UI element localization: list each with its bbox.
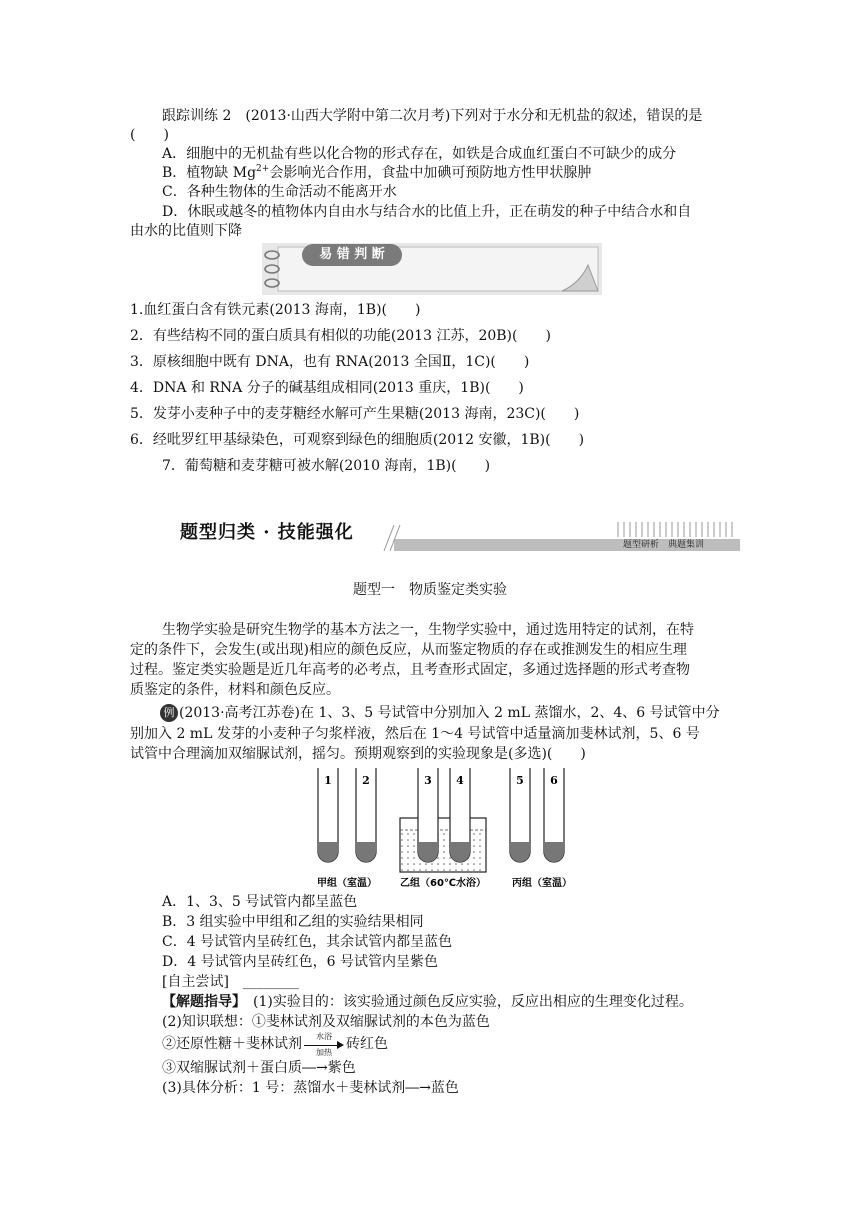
exercise-heading <box>162 106 702 126</box>
exercise-option-a: A．细胞中的无机盐有些以化合物的形式存在，如铁是合成血红蛋白不可缺少的成分 <box>162 146 677 162</box>
exercise-option-d: D．休眠或越冬的植物体内自由水与结合水的比值上升，正在萌发的种子中结合水和自 <box>162 204 692 220</box>
guide-line-5: (3)具体分析：1 号：蒸馏水＋斐林试剂―→蓝色 <box>162 1080 459 1096</box>
judgment-5: 5．发芽小麦种子中的麦芽糖经水解可产生果糖(2013 海南，23C)( ) <box>130 406 580 422</box>
answer-option-b: B．3 组实验中甲组和乙组的实验结果相同 <box>162 914 424 930</box>
tube-number-3: 3 <box>424 774 432 787</box>
group-label-b: 乙组（60℃水浴） <box>399 878 487 889</box>
judgment-4: 4．DNA 和 RNA 分子的碱基组成相同(2013 重庆，1B)( ) <box>130 380 524 396</box>
answer-option-d: D．4 号试管内呈砖红色，6 号试管内呈紫色 <box>162 954 438 970</box>
exercise-option-d-cont: 由水的比值则下降 <box>130 223 242 239</box>
intro-line-2: 定的条件下，会发生(或出现)相应的颜色反应，从而鉴定物质的存在或推测发生的相应生理 <box>130 642 687 658</box>
answer-option-c: C．4 号试管内呈砖红色，其余试管内都呈蓝色 <box>162 934 453 950</box>
section-banner <box>158 519 740 553</box>
error-judgment-title: 易 错 判 断 <box>319 247 385 262</box>
guide-label: 【解题指导】 <box>162 994 239 1010</box>
guide-line-4: ③双缩脲试剂＋蛋白质―→紫色 <box>162 1060 356 1076</box>
exercise-source: (2013·山西大学附中第二次月考) <box>245 108 451 124</box>
section-banner-subtitle: 题型研析 典题集训 <box>622 540 704 550</box>
group-label-a: 甲组（室温） <box>317 878 377 889</box>
answer-option-a: A．1、3、5 号试管内都呈蓝色 <box>162 894 358 910</box>
section-title: 题型一 物质鉴定类实验 <box>353 582 507 598</box>
exercise-option-b: B．植物缺 $Mg^{2+}$会影响光合作用，食盐中加碘可预防地方性甲状腺肿 <box>162 164 592 181</box>
tube-number-1: 1 <box>324 774 332 787</box>
exercise-label: 跟踪训练 2 <box>162 108 232 124</box>
example-line-2: 别加入 2 mL 发芽的小麦种子匀浆样液，然后在 1～4 号试管中适量滴加斐林试剂，5、6 号 <box>130 726 700 742</box>
tube-number-5: 5 <box>516 774 524 787</box>
judgment-3: 3．原核细胞中既有 DNA，也有 RNA(2013 全国Ⅱ，1C)( ) <box>130 354 530 370</box>
judgment-1: 1.血红蛋白含有铁元素(2013 海南，1B)( ) <box>130 302 421 318</box>
judgment-7: 7．葡萄糖和麦芽糖可被水解(2010 海南，1B)( ) <box>162 458 491 474</box>
judgment-2: 2．有些结构不同的蛋白质具有相似的功能(2013 江苏，20B)( ) <box>130 328 551 344</box>
section-banner-title: 题型归类 · 技能强化 <box>180 522 354 543</box>
exercise-option-c: C．各种生物体的生命活动不能离开水 <box>162 184 397 200</box>
intro-line-3: 过程。鉴定类实验题是近几年高考的必考点，且考查形式固定，多通过选择题的形式考查物 <box>130 662 690 678</box>
tube-number-2: 2 <box>362 774 370 787</box>
group-label-c: 丙组（室温） <box>512 878 572 889</box>
guide-line-3: ②还原性糖＋斐林试剂 水浴 加热 砖红色 <box>162 1032 388 1057</box>
judgment-6: 6．经吡罗红甲基绿染色，可观察到绿色的细胞质(2012 安徽，1B)( ) <box>130 432 585 448</box>
example-icon: 例 <box>160 704 178 722</box>
guide-line-2: (2)知识联想：①斐林试剂及双缩脲试剂的本色为蓝色 <box>162 1014 490 1030</box>
exercise-blank: ( ) <box>130 127 169 143</box>
reaction-arrow: 水浴 加热 <box>302 1034 346 1054</box>
tube-number-6: 6 <box>550 774 558 787</box>
tube-number-4: 4 <box>456 774 464 787</box>
intro-line-4: 质鉴定的条件，材料和颜色反应。 <box>130 682 340 698</box>
example-line-3: 试管中合理滴加双缩脲试剂，摇匀。预期观察到的实验现象是(多选)( ) <box>130 746 586 762</box>
exercise-question: 下列对于水分和无机盐的叙述，错误的是 <box>450 108 703 124</box>
self-try: [自主尝试] ________ <box>162 974 299 990</box>
intro-line-1: 生物学实验是研究生物学的基本方法之一，生物学实验中，通过选用特定的试剂，在特 <box>162 622 694 638</box>
mg-superscript: 2+ <box>256 164 270 174</box>
example-line-1: 例 (2013·高考江苏卷)在 1、3、5 号试管中分别加入 2 mL 蒸馏水，2、4、6 号试管中分 <box>160 703 720 723</box>
test-tubes-diagram <box>310 766 600 890</box>
test-tube-figure <box>310 766 600 890</box>
error-judgment-banner <box>262 243 602 295</box>
guide-line-1: 【解题指导】 (1)实验目的：该实验通过颜色反应实验，反应出相应的生理变化过程。 <box>162 994 693 1010</box>
